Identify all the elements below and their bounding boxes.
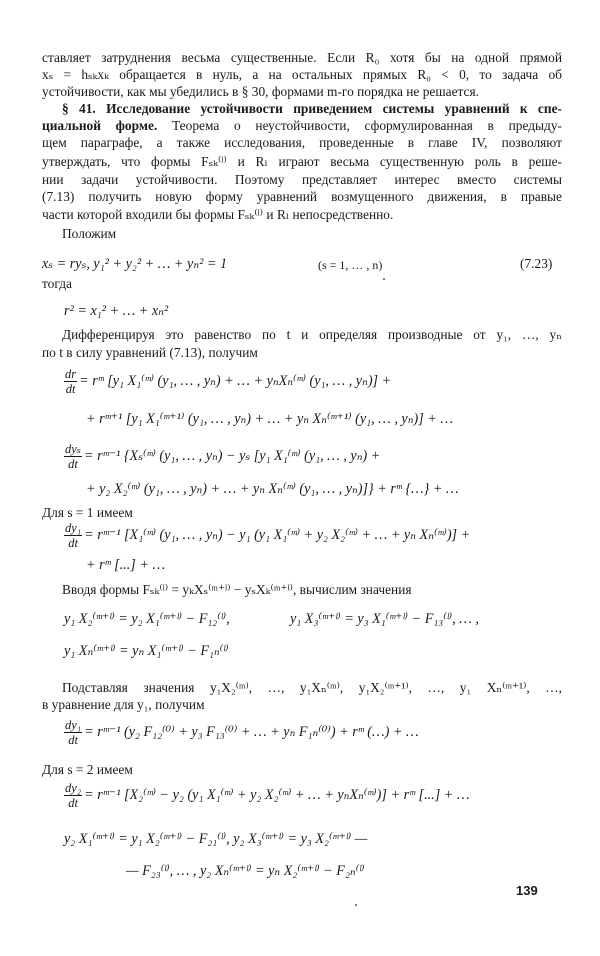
equation-dy1-dt-result <box>64 718 419 747</box>
section-line-1 <box>42 118 562 134</box>
text-diff-2: по t в силу уравнений (7.13), получим <box>42 345 258 360</box>
text-s-equals-1: Для s = 1 имеем <box>42 505 133 520</box>
fraction-dr-dt <box>64 367 77 396</box>
intro-line-2: xₛ = hₛₖxₖ обращается в нуль, а на остальных прямых R₀ < 0, то задача об <box>42 67 562 82</box>
equation-dy1-result-rhs: = rᵐ⁻¹ (y₂ F₁₂⁽⁰⁾ + y₃ F₁₃⁽⁰⁾ + … + yₙ F₁ₙ⁽⁰⁾) + rᵐ (…) + … <box>84 723 419 740</box>
text-polozhim: Положим <box>62 226 117 241</box>
fraction-denominator: dt <box>65 382 76 396</box>
fraction-denominator: dt <box>68 457 78 471</box>
text-s-equals-2: Для s = 2 имеем <box>42 762 133 777</box>
fraction-dy1-dt <box>64 718 82 747</box>
fraction-denominator: dt <box>68 536 78 550</box>
fraction-numerator: dy₂ <box>65 781 82 795</box>
equation-dr-rhs: = rᵐ [y₁ X₁⁽ᵐ⁾ (y₁, … , yₙ) + … + yₙXₙ⁽ᵐ⁾ (y₁, … , yₙ)] + <box>79 372 392 389</box>
scan-speck <box>383 278 385 280</box>
fraction-denominator: dt <box>68 796 78 810</box>
section-line-3: утверждать, что формы Fₛₖ⁽ˡ⁾ и Rₗ играют весьма существенную роль в реше- <box>42 154 562 169</box>
equation-number: (7.23) <box>520 256 553 271</box>
text-diff-1: Дифференцируя это равенство по t и определяя производные от y₁, …, yₙ <box>62 327 562 342</box>
equation-dr-line-2: + rᵐ⁺¹ [y₁ X₁⁽ᵐ⁺¹⁾ (y₁, … , yₙ) + … + yₙ Xₙ⁽ᵐ⁺¹⁾ (y₁, … , yₙ)] + … <box>86 411 454 427</box>
equation-dys-dt <box>64 442 380 471</box>
fraction-denominator: dt <box>68 733 78 747</box>
fraction-numerator: dy₁ <box>65 521 82 535</box>
section-heading-cont: циальной форме. <box>42 118 158 133</box>
equation-dr-dt <box>64 367 391 396</box>
section-text-1: Теорема о неустойчивости, сформулированная в предыду- <box>172 118 562 133</box>
fraction-dys-dt <box>64 442 82 471</box>
equation-value-c: y₁ Xₙ⁽ᵐ⁺ˡ⁾ = yₙ X₁⁽ᵐ⁺ˡ⁾ − F₁ₙ⁽ˡ⁾ <box>64 643 229 659</box>
fraction-numerator: dy₁ <box>65 718 82 732</box>
equation-value-b: y₁ X₃⁽ᵐ⁺ˡ⁾ = y₃ X₁⁽ᵐ⁺ˡ⁾ − F₁₃⁽ˡ⁾, … , <box>290 611 479 627</box>
fraction-numerator: dr <box>65 367 77 381</box>
fraction-dy2-dt <box>64 781 82 810</box>
equation-last-line-2: — F₂₃⁽ˡ⁾, … , y₂ Xₙ⁽ᵐ⁺ˡ⁾ = yₙ X₂⁽ᵐ⁺ˡ⁾ − F₂ₙ⁽ˡ⁾ <box>126 863 365 879</box>
section-line-2: щем параграфе, а также исследования, проведенные в главе IV, позволяют <box>42 135 562 150</box>
fraction-dy1-dt <box>64 521 82 550</box>
scan-speck <box>355 904 357 906</box>
intro-line-1: ставляет затруднения весьма существенные. Если R₀ хотя бы на одной прямой <box>42 50 562 65</box>
fraction-numerator: dyₛ <box>65 442 82 456</box>
page-number: 139 <box>516 883 538 898</box>
section-line-6: части которой входили бы формы Fₛₖ⁽ˡ⁾ и Rₗ непосредственно. <box>42 207 394 222</box>
text-subst-2: в уравнение для y₁, получим <box>42 697 205 712</box>
intro-line-3: устойчивости, как мы убедились в § 30, формами m-го порядка не решается. <box>42 84 479 99</box>
equation-dy1-dt <box>64 521 470 550</box>
equation-dy1-rhs: = rᵐ⁻¹ [X₁⁽ᵐ⁾ (y₁, … , yₙ) − y₁ (y₁ X₁⁽ᵐ⁾ + y₂ X₂⁽ᵐ⁾ + … + yₙ Xₙ⁽ᵐ⁾)] + <box>84 526 471 543</box>
equation-7-23: xₛ = ryₛ, y₁² + y₂² + … + yₙ² = 1 <box>42 256 228 272</box>
text-togda: тогда <box>42 276 72 291</box>
equation-dys-line-2: + y₂ X₂⁽ᵐ⁾ (y₁, … , yₙ) + … + yₙ Xₙ⁽ᵐ⁾ (y₁, … , yₙ)]} + rᵐ {…} + … <box>86 481 459 497</box>
section-line-4: нии задачи устойчивости. Поэтому представляет интерес вместо системы <box>42 172 562 187</box>
equation-dys-rhs: = rᵐ⁻¹ {Xₛ⁽ᵐ⁾ (y₁, … , yₙ) − yₛ [y₁ X₁⁽ᵐ⁾ (y₁, … , yₙ) + <box>84 447 381 464</box>
text-subst-1: Подставляя значения y₁X₂⁽ᵐ⁾, …, y₁Xₙ⁽ᵐ⁾, y₁X₂⁽ᵐ⁺¹⁾, …, y₁ Xₙ⁽ᵐ⁺¹⁾, …, <box>62 680 562 695</box>
equation-last-line-1: y₂ X₁⁽ᵐ⁺ˡ⁾ = y₁ X₂⁽ᵐ⁺ˡ⁾ − F₂₁⁽ˡ⁾, y₂ X₃⁽ᵐ⁺ˡ⁾ = y₃ X₂⁽ᵐ⁺ˡ⁾ — <box>64 831 368 847</box>
text-forms: Вводя формы Fₛₖ⁽ˡ⁾ = yₖXₛ⁽ᵐ⁺ˡ⁾ − yₛXₖ⁽ᵐ⁺ˡ⁾, вычислим значения <box>62 582 412 597</box>
section-line-5: (7.13) получить новую форму уравнений возмущенного движения, в правые <box>42 189 562 204</box>
equation-r-squared: r² = x₁² + … + xₙ² <box>64 303 169 319</box>
equation-dy1-line-2: + rᵐ [...] + … <box>86 557 166 573</box>
equation-value-a: y₁ X₂⁽ᵐ⁺ˡ⁾ = y₂ X₁⁽ᵐ⁺ˡ⁾ − F₁₂⁽ˡ⁾, <box>64 611 230 627</box>
section-heading: § 41. Исследование устойчивости приведением системы уравнений к спе- <box>62 101 562 116</box>
equation-dy2-rhs: = rᵐ⁻¹ [X₂⁽ᵐ⁾ − y₂ (y₁ X₁⁽ᵐ⁾ + y₂ X₂⁽ᵐ⁾ + … + yₙXₙ⁽ᵐ⁾)] + rᵐ [...] + … <box>84 786 470 803</box>
equation-7-23-condition: (s = 1, … , n) <box>318 258 383 272</box>
equation-dy2-dt <box>64 781 470 810</box>
